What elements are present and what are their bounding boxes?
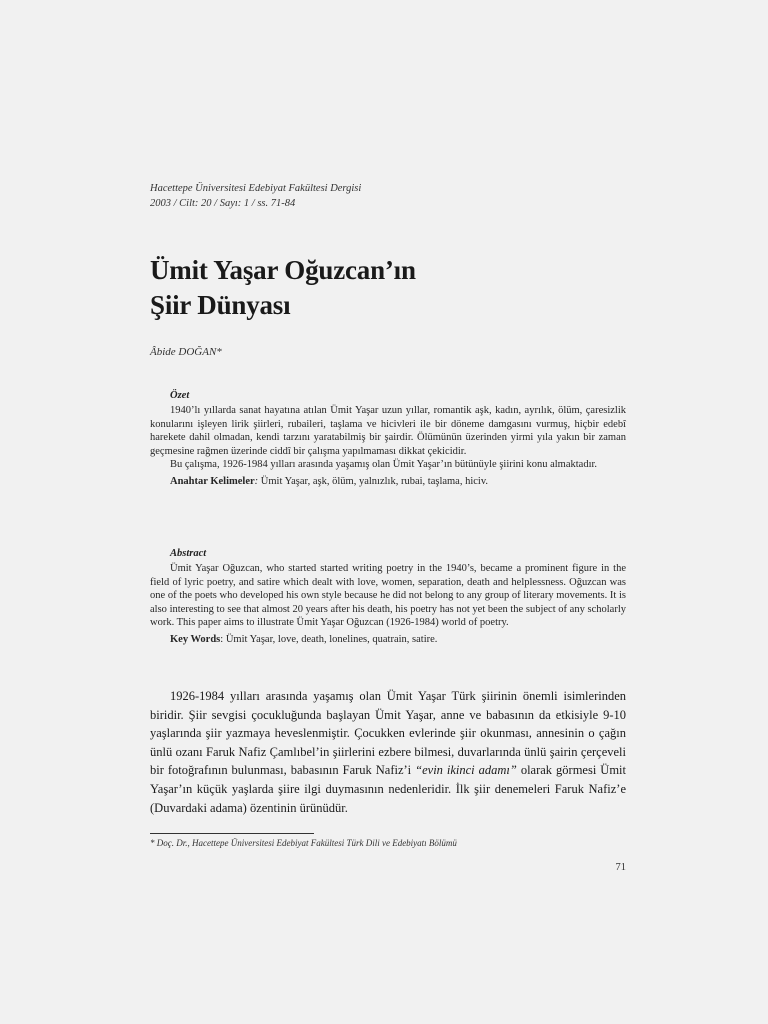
footnote: * Doç. Dr., Hacettepe Üniversitesi Edebiyat Fakültesi Türk Dili ve Edebiyatı Bölümü <box>150 838 457 848</box>
ozet-paragraph-2: Bu çalışma, 1926-1984 yılları arasında yaşamış olan Ümit Yaşar’ın bütünüyle şiirini konu almaktadır. <box>170 459 598 471</box>
page-number: 71 <box>615 862 626 873</box>
author-name: Âbide DOĞAN* <box>150 346 222 358</box>
footnote-divider <box>150 833 314 834</box>
ozet-keywords <box>150 475 626 489</box>
body-quote: “evin ikinci adamı” <box>415 763 517 778</box>
ozet-keywords-label: Anahtar Kelimeler <box>170 475 255 487</box>
journal-header <box>150 181 361 211</box>
article-title-line2: Şiir Dünyası <box>150 290 291 320</box>
article-title <box>150 253 416 323</box>
ozet-section <box>150 390 626 489</box>
body-paragraph <box>150 687 626 817</box>
ozet-paragraph-1: 1940’lı yıllarda sanat hayatına atılan Ümit Yaşar uzun yıllar, romantik aşk, kadın, ayrılık, ölüm, çaresizlik konularını işleyen lirik şiirleri, rubaileri, taşlama ve hicivleri ile bir döneme damgasını vurmuş, hiçbir edebî harekete dahil olmadan, kendi tarzını yaratabilmiş bir şairdir. Ölümünün üzerinden yirmi yıla yakın bir zaman geçmesine rağmen üzerinde ciddî bir çalışma yapılmaması dikkat çekicidir. <box>150 405 626 457</box>
abstract-section <box>150 548 626 647</box>
abstract-keywords <box>150 633 626 647</box>
journal-issue: 2003 / Cilt: 20 / Sayı: 1 / ss. 71-84 <box>150 198 296 209</box>
body-text-part-1: 1926-1984 yılları arasında yaşamış olan Ümit Yaşar Türk şiirinin önemli isimlerinden biridir. Şiir sevgisi çocukluğunda başlayan Ümit Yaşar, anne ve babasının da etkisiyle 9-10 yaşlarında şiir yazmaya heveslenmiştir. Çocukken evlerinde şiir okunması, annesinin o çağın ünlü ozanı Faruk Nafiz Çamlıbel’in şiirlerini ezbere bilmesi, duvarlarında ünlü şairin çerçeveli bir fotoğrafının bulunması, babasının Faruk Nafiz’i <box>150 689 626 778</box>
body-text-part-2: olarak görmesi Ümit Yaşar’ın küçük yaşlarda şiire ilgi duymasının nedenleridir. İlk şiir denemeleri Faruk Nafiz’e (Duvardaki adama) özentinin ürünüdür. <box>150 763 626 815</box>
ozet-heading: Özet <box>170 390 190 401</box>
article-title-line1: Ümit Yaşar Oğuzcan’ın <box>150 255 416 285</box>
abstract-paragraph: Ümit Yaşar Oğuzcan, who started started writing poetry in the 1940’s, became a prominent figure in the field of lyric poetry, and satire which dealt with love, women, separation, death and helplessness. Oğuzcan was one of the poets who developed his own style because he did not belong to any group of literary movements. It is also interesting to see that almost 20 years after his death, his poetry has not yet been the subject of any scholarly work. This paper aims to illustrate Ümit Yaşar Oğuzcan (1926-1984) world of poetry. <box>150 563 626 629</box>
journal-name: Hacettepe Üniversitesi Edebiyat Fakültesi Dergisi <box>150 183 362 194</box>
abstract-keywords-list: Ümit Yaşar, love, death, lonelines, quatrain, satire. <box>225 633 438 645</box>
ozet-keywords-list: Ümit Yaşar, aşk, ölüm, yalnızlık, rubai, taşlama, hiciv. <box>260 475 489 487</box>
abstract-heading: Abstract <box>170 548 207 559</box>
ozet-keywords-separator: : <box>254 475 261 487</box>
abstract-keywords-separator: : <box>220 633 226 645</box>
abstract-keywords-label: Key Words <box>170 633 221 645</box>
